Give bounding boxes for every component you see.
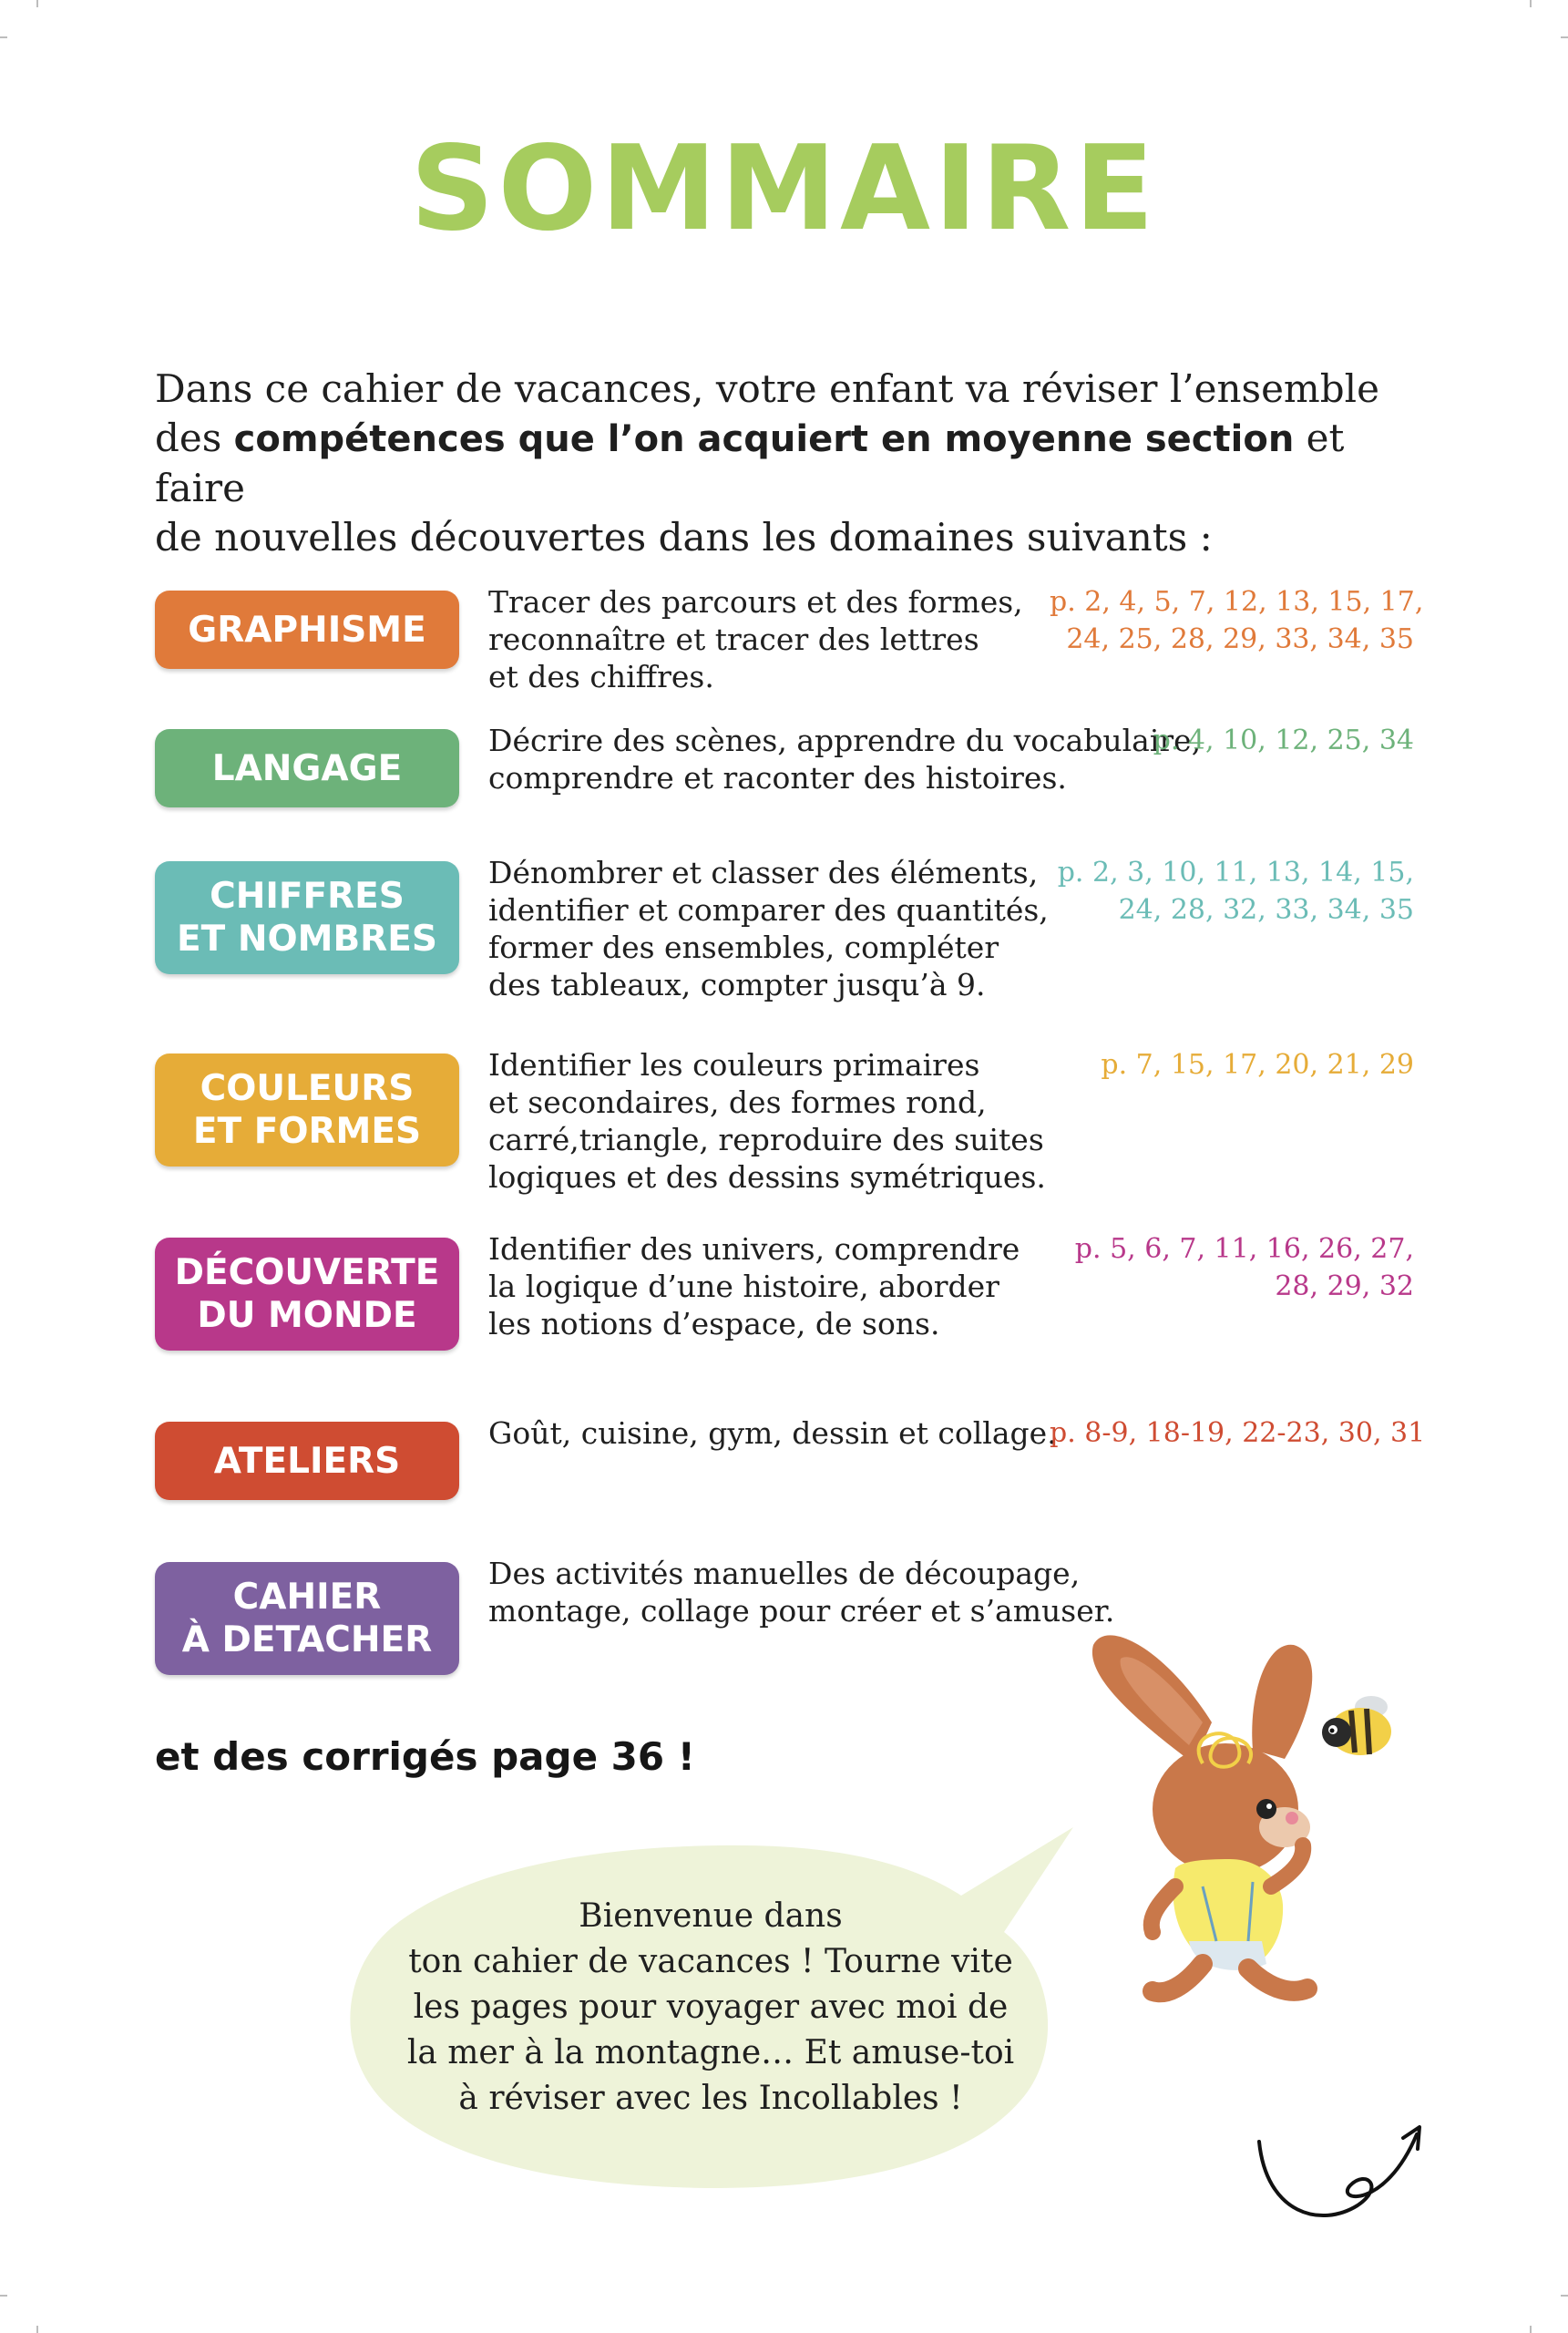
section-pages [1050, 1046, 1414, 1084]
intro-text: des [155, 416, 234, 460]
section-description [488, 1230, 1144, 1342]
section-description [488, 1414, 1144, 1452]
intro-emphasis: compétences que l’on acquiert en moyenne section [233, 418, 1295, 460]
description-line: la logique d’une histoire, aborder [488, 1269, 999, 1304]
badge-label: CAHIER [232, 1577, 382, 1618]
badge-couleurs-et-formes [155, 1053, 459, 1166]
description-line: des tableaux, compter jusqu’à 9. [488, 967, 986, 1002]
description-line: identifier et comparer des quantités, [488, 892, 1049, 928]
section-description [488, 854, 1144, 1003]
section-decouverte-du-monde [155, 1230, 1414, 1358]
curly-arrow-icon [1248, 2114, 1430, 2242]
section-ateliers [155, 1414, 1426, 1506]
pages-line: 24, 25, 28, 29, 33, 34, 35 [1066, 623, 1414, 655]
bee-illustration [1317, 1691, 1408, 1763]
badge-label: ATELIERS [213, 1440, 401, 1482]
description-line: logiques et des dessins symétriques. [488, 1159, 1046, 1195]
bubble-line: à réviser avec les Incollables ! [458, 2080, 963, 2117]
section-description [488, 1046, 1144, 1196]
badge-langage [155, 729, 459, 807]
corriges-note: et des corrigés page 36 ! [155, 1734, 695, 1779]
crop-mark [1530, 0, 1532, 7]
section-pages [1050, 1230, 1414, 1305]
section-langage [155, 722, 1414, 813]
speech-bubble-text [364, 1894, 1057, 2122]
crop-mark [1561, 2295, 1568, 2297]
section-chiffres-et-nombres [155, 854, 1414, 1013]
bubble-line: Bienvenue dans [579, 1897, 843, 1935]
pages-line: p. 8-9, 18-19, 22-23, 30, 31 [1050, 1417, 1426, 1449]
bunny-illustration [1066, 1613, 1412, 2023]
section-pages [1050, 583, 1424, 658]
badge-decouverte-du-monde [155, 1238, 459, 1351]
description-line: Tracer des parcours et des formes, [488, 584, 1023, 620]
pages-line: 28, 29, 32 [1275, 1270, 1414, 1302]
pages-line: p. 2, 4, 5, 7, 12, 13, 15, 17, [1050, 586, 1424, 618]
badge-chiffres-et-nombres [155, 861, 459, 974]
badge-label: À DETACHER [181, 1619, 433, 1660]
pages-line: p. 7, 15, 17, 20, 21, 29 [1101, 1049, 1414, 1081]
description-line: et secondaires, des formes rond, [488, 1084, 987, 1120]
section-description [488, 1555, 1144, 1629]
crop-mark [0, 36, 7, 38]
intro-text: et faire [155, 416, 1345, 510]
badge-label: DÉCOUVERTE [174, 1252, 440, 1293]
badge-label: LANGAGE [211, 747, 403, 789]
description-line: les notions d’espace, de sons. [488, 1306, 940, 1341]
section-description [488, 583, 1144, 695]
description-line: carré,triangle, reproduire des suites [488, 1122, 1044, 1157]
description-line: Des activités manuelles de découpage, [488, 1556, 1081, 1591]
description-line: montage, collage pour créer et s’amuser. [488, 1593, 1115, 1629]
badge-label: ET FORMES [192, 1111, 422, 1152]
section-pages [1050, 722, 1414, 759]
description-line: Goût, cuisine, gym, dessin et collage. [488, 1415, 1057, 1451]
badge-label: GRAPHISME [188, 609, 426, 651]
pages-line: p. 5, 6, 7, 11, 16, 26, 27, [1074, 1233, 1414, 1265]
crop-mark [36, 2326, 38, 2333]
description-line: Dénombrer et classer des éléments, [488, 855, 1039, 890]
badge-label: COULEURS [200, 1068, 415, 1109]
crop-mark [1530, 2326, 1532, 2333]
crop-mark [0, 2295, 7, 2297]
bubble-line: les pages pour voyager avec moi de [413, 1989, 1009, 2026]
description-line: comprendre et raconter des histoires. [488, 760, 1067, 796]
description-line: Identifier les couleurs primaires [488, 1047, 980, 1083]
description-line: former des ensembles, compléter [488, 930, 999, 965]
intro-line [155, 414, 1430, 513]
section-pages [1050, 854, 1414, 929]
description-line: reconnaître et tracer des lettres [488, 622, 979, 657]
intro-line: Dans ce cahier de vacances, votre enfant va réviser l’ensemble [155, 366, 1379, 411]
intro-paragraph [155, 365, 1430, 562]
description-line: et des chiffres. [488, 659, 714, 694]
description-line: Identifier des univers, comprendre [488, 1231, 1020, 1267]
badge-cahier-a-detacher [155, 1562, 459, 1675]
crop-mark [1561, 36, 1568, 38]
crop-mark [36, 0, 38, 7]
intro-line: de nouvelles découvertes dans les domaines suivants : [155, 515, 1213, 560]
badge-label: DU MONDE [197, 1295, 417, 1336]
section-pages [1050, 1414, 1426, 1452]
pages-line: 24, 28, 32, 33, 34, 35 [1118, 894, 1414, 926]
badge-label: CHIFFRES [210, 876, 405, 917]
section-couleurs-et-formes [155, 1046, 1414, 1206]
bubble-line: ton cahier de vacances ! Tourne vite [408, 1943, 1013, 1980]
badge-ateliers [155, 1422, 459, 1500]
section-description [488, 722, 1202, 797]
badge-graphisme [155, 591, 459, 669]
pages-line: p. 2, 3, 10, 11, 13, 14, 15, [1057, 857, 1414, 889]
badge-label: ET NOMBRES [177, 919, 437, 960]
description-line: Décrire des scènes, apprendre du vocabulaire, [488, 723, 1202, 758]
page-title: SOMMAIRE [410, 121, 1158, 257]
pages-line: p. 4, 10, 12, 25, 34 [1153, 725, 1414, 756]
section-graphisme [155, 583, 1424, 706]
bubble-line: la mer à la montagne… Et amuse-toi [406, 2034, 1015, 2071]
